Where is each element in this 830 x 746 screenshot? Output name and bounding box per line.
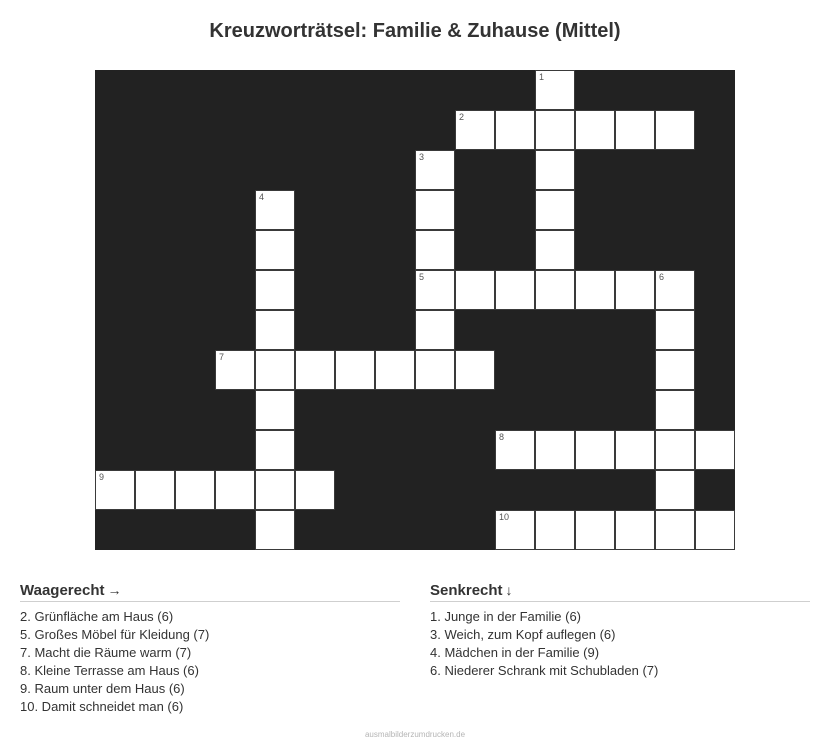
grid-cell[interactable] <box>575 110 615 150</box>
grid-cell[interactable] <box>655 510 695 550</box>
clue-number: 3 <box>419 152 425 162</box>
grid-cell[interactable] <box>175 470 215 510</box>
grid-cell[interactable] <box>455 270 495 310</box>
clue-number: 1 <box>539 72 545 82</box>
grid-cell[interactable] <box>575 510 615 550</box>
grid-cell[interactable] <box>415 150 455 190</box>
arrow-right-icon: → <box>107 582 122 598</box>
grid-cell[interactable] <box>255 190 295 230</box>
grid-cell[interactable] <box>535 190 575 230</box>
clue-item: 2. Grünfläche am Haus (6) <box>20 609 174 624</box>
grid-cell[interactable] <box>415 190 455 230</box>
grid-cell[interactable] <box>535 270 575 310</box>
clue-item: 8. Kleine Terrasse am Haus (6) <box>20 663 199 678</box>
grid-cell[interactable] <box>575 430 615 470</box>
grid-cell[interactable] <box>455 110 495 150</box>
clue-number: 10 <box>499 512 510 522</box>
across-heading <box>20 582 400 602</box>
grid-cell[interactable] <box>455 350 495 390</box>
clue-item: 3. Weich, zum Kopf auflegen (6) <box>430 627 616 642</box>
clue-number: 4 <box>259 192 265 202</box>
clue-number: 5 <box>419 272 425 282</box>
clue-number: 8 <box>499 432 505 442</box>
grid-cell[interactable] <box>295 350 335 390</box>
grid-cell[interactable] <box>495 110 535 150</box>
across-clue-list <box>20 608 400 716</box>
grid-cell[interactable] <box>255 310 295 350</box>
grid-cell[interactable] <box>255 430 295 470</box>
grid-cell[interactable] <box>535 230 575 270</box>
grid-cell[interactable] <box>655 430 695 470</box>
down-clues-section <box>430 582 810 680</box>
grid-cell[interactable] <box>215 350 255 390</box>
grid-cell[interactable] <box>655 310 695 350</box>
clue-item: 5. Großes Möbel für Kleidung (7) <box>20 627 210 642</box>
page-title: Kreuzworträtsel: Familie & Zuhause (Mittel) <box>209 20 621 42</box>
grid-cell[interactable] <box>615 110 655 150</box>
grid-cell[interactable] <box>415 270 455 310</box>
grid-cell[interactable] <box>655 350 695 390</box>
grid-cell[interactable] <box>615 270 655 310</box>
down-heading-label: Senkrecht <box>430 582 503 599</box>
grid-cell[interactable] <box>575 270 615 310</box>
down-clue-list <box>430 608 810 680</box>
crossword-grid <box>95 70 735 550</box>
grid-cell[interactable] <box>335 350 375 390</box>
grid-cell[interactable] <box>655 470 695 510</box>
grid-cell[interactable] <box>535 430 575 470</box>
clue-item: 7. Macht die Räume warm (7) <box>20 645 192 660</box>
clue-number: 9 <box>99 472 105 482</box>
clue-number: 2 <box>459 112 465 122</box>
grid-cell[interactable] <box>615 510 655 550</box>
grid-cell[interactable] <box>615 430 655 470</box>
clue-item: 1. Junge in der Familie (6) <box>430 609 582 624</box>
grid-cell[interactable] <box>255 270 295 310</box>
grid-cell[interactable] <box>255 350 295 390</box>
across-heading-label: Waagerecht <box>20 582 105 599</box>
grid-cell[interactable] <box>695 510 735 550</box>
arrow-down-icon: ↓ <box>505 582 513 598</box>
grid-cell[interactable] <box>535 510 575 550</box>
grid-cell[interactable] <box>375 350 415 390</box>
grid-cell[interactable] <box>535 110 575 150</box>
grid-cell[interactable] <box>135 470 175 510</box>
grid-cell[interactable] <box>535 70 575 110</box>
grid-cell[interactable] <box>215 470 255 510</box>
grid-cell[interactable] <box>495 430 535 470</box>
grid-cell[interactable] <box>415 350 455 390</box>
clue-item: 4. Mädchen in der Familie (9) <box>430 645 600 660</box>
across-clues-section <box>20 582 400 716</box>
grid-cell[interactable] <box>495 270 535 310</box>
grid-cell[interactable] <box>255 470 295 510</box>
grid-cell[interactable] <box>255 510 295 550</box>
grid-cell[interactable] <box>255 230 295 270</box>
down-heading <box>430 582 810 602</box>
grid-cell[interactable] <box>95 470 135 510</box>
clue-item: 9. Raum unter dem Haus (6) <box>20 681 185 696</box>
grid-cell[interactable] <box>655 270 695 310</box>
grid-cell[interactable] <box>255 390 295 430</box>
grid-cell[interactable] <box>415 230 455 270</box>
grid-cell[interactable] <box>655 110 695 150</box>
clue-item: 6. Niederer Schrank mit Schubladen (7) <box>430 663 659 678</box>
clue-item: 10. Damit schneidet man (6) <box>20 699 184 714</box>
grid-cell[interactable] <box>655 390 695 430</box>
grid-cell[interactable] <box>695 430 735 470</box>
grid-cell[interactable] <box>535 150 575 190</box>
grid-cell[interactable] <box>295 470 335 510</box>
grid-cell[interactable] <box>415 310 455 350</box>
clue-number: 6 <box>659 272 665 282</box>
grid-cell[interactable] <box>495 510 535 550</box>
footer-credit: ausmalbilderzumdrucken.de <box>364 730 466 739</box>
clue-number: 7 <box>219 352 225 362</box>
